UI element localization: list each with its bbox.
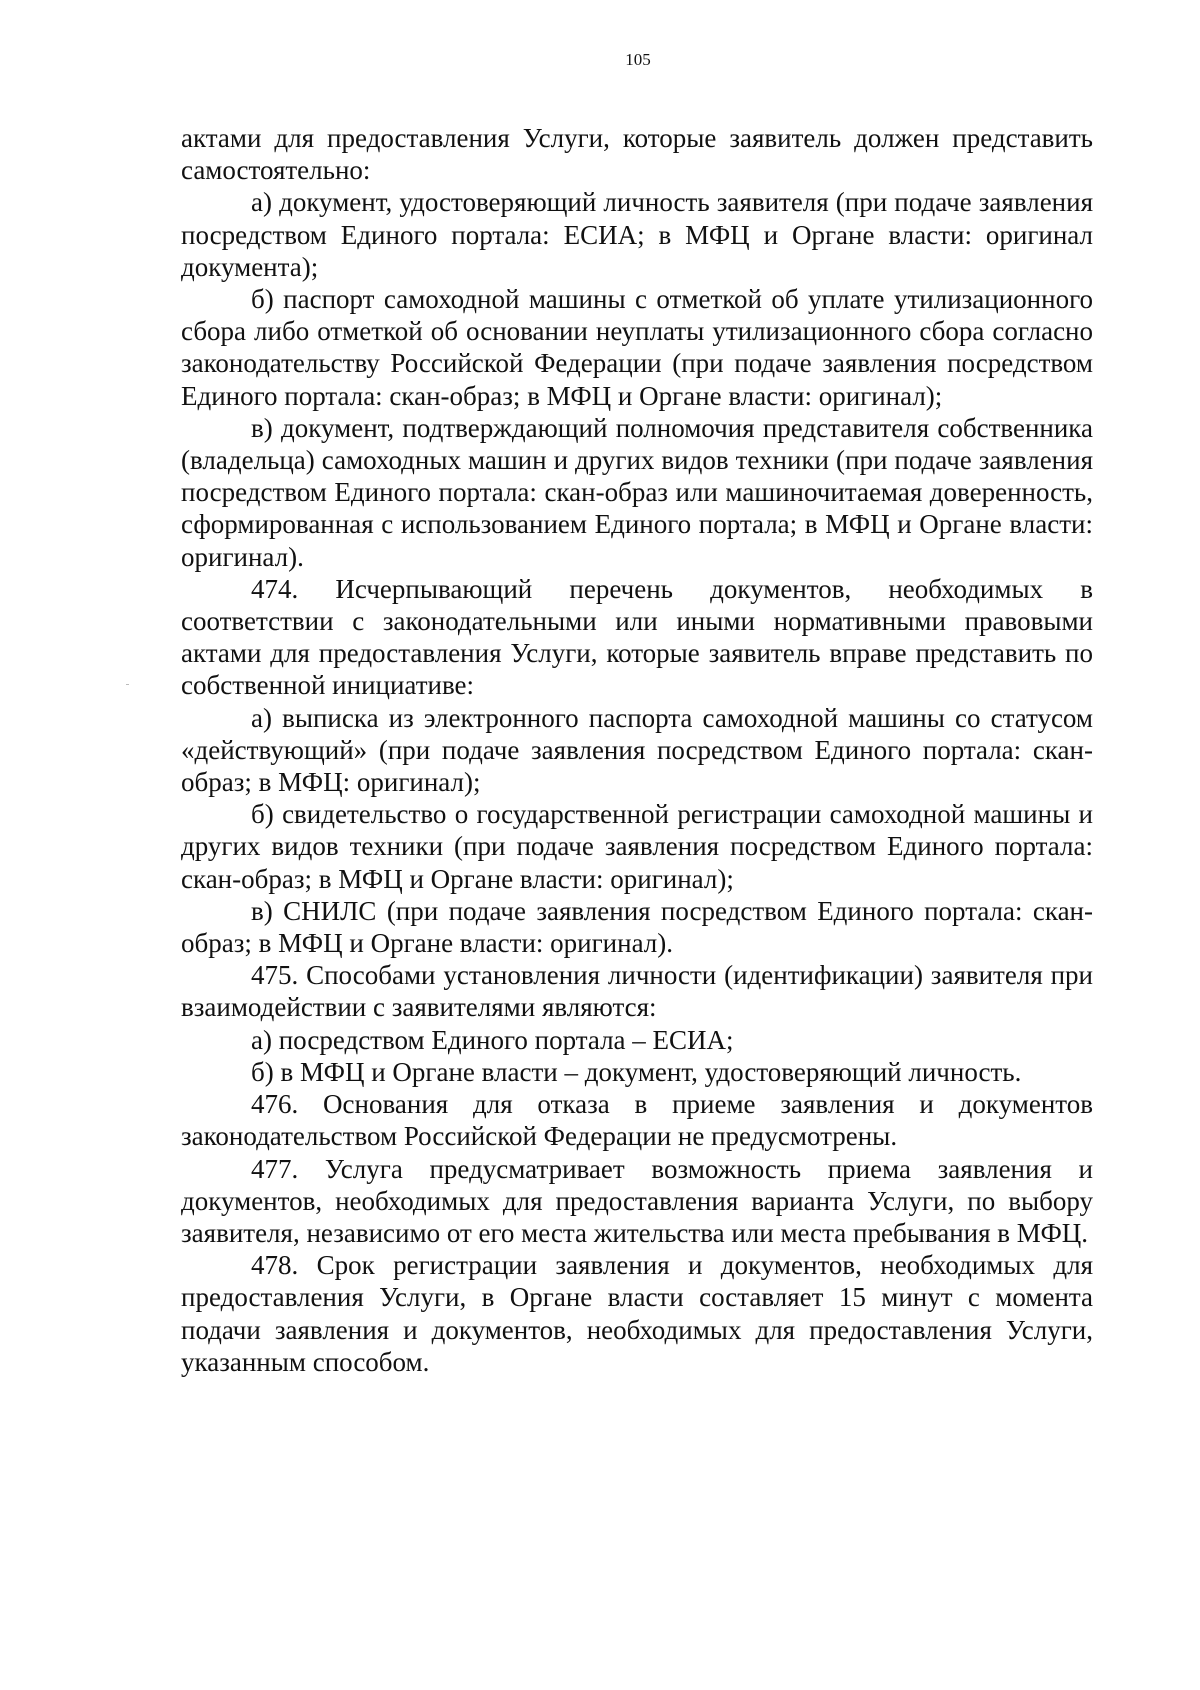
page-number: 105: [625, 50, 651, 69]
paragraph-item-b: б) паспорт самоходной машины с отметкой об уплате утилизационного сбора либо отметкой об основании неуплаты утилизационного сбора согласно законодательству Российской Федерации (при подаче заявления посредством Единого портала: скан-образ; в МФЦ и Органе власти: оригинал);: [181, 284, 1093, 411]
paragraph-474: 474. Исчерпывающий перечень документов, необходимых в соответствии с законодательными или иными нормативными правовыми актами для предоставления Услуги, которые заявитель вправе представить по собственной инициативе:: [181, 573, 1093, 701]
paragraph-475-a: а) посредством Единого портала – ЕСИА;: [251, 1024, 734, 1055]
paragraph-474-a: а) выписка из электронного паспорта самоходной машины со статусом «действующий» (при подаче заявления посредством Единого портала: скан-образ; в МФЦ: оригинал);: [181, 702, 1093, 798]
paragraph-item-a: а) документ, удостоверяющий личность заявителя (при подаче заявления посредством Единого портала: ЕСИА; в МФЦ и Органе власти: оригинал документа);: [181, 187, 1093, 282]
paragraph-476: 476. Основания для отказа в приеме заявления и документов законодательством Российской Федерации не предусмотрены.: [181, 1089, 1093, 1152]
paragraph-474-v: в) СНИЛС (при подаче заявления посредством Единого портала: скан-образ; в МФЦ и Органе власти: оригинал).: [181, 895, 1093, 959]
paragraph-continuation: актами для предоставления Услуги, которые заявитель должен представить самостоятельно:: [181, 123, 1093, 186]
paragraph-475: 475. Способами установления личности (идентификации) заявителя при взаимодействии с заявителями являются:: [181, 960, 1093, 1023]
paragraph-478: 478. Срок регистрации заявления и документов, необходимых для предоставления Услуги, в Органе власти составляет 15 минут с момента подачи заявления и документов, необходимых для предоставления Услуги, указанным способом.: [181, 1250, 1093, 1377]
margin-mark: [126, 684, 129, 685]
paragraph-item-v: в) документ, подтверждающий полномочия представителя собственника (владельца) самоходных машин и других видов техники (при подаче заявления посредством Единого портала: скан-образ или машиночитаемая доверенность, сформированная с использованием Единого портала; в МФЦ и Органе власти: оригинал).: [181, 412, 1093, 572]
paragraph-477: 477. Услуга предусматривает возможность приема заявления и документов, необходимых для предоставления варианта Услуги, по выбору заявителя, независимо от его места жительства или места пребывания в МФЦ.: [181, 1153, 1093, 1248]
document-body: [181, 122, 1093, 1378]
paragraph-474-b: б) свидетельство о государственной регистрации самоходной машины и других видов техники (при подаче заявления посредством Единого портала: скан-образ; в МФЦ и Органе власти: оригинал);: [181, 799, 1093, 894]
paragraph-475-b: б) в МФЦ и Органе власти – документ, удостоверяющий личность.: [251, 1056, 1022, 1087]
